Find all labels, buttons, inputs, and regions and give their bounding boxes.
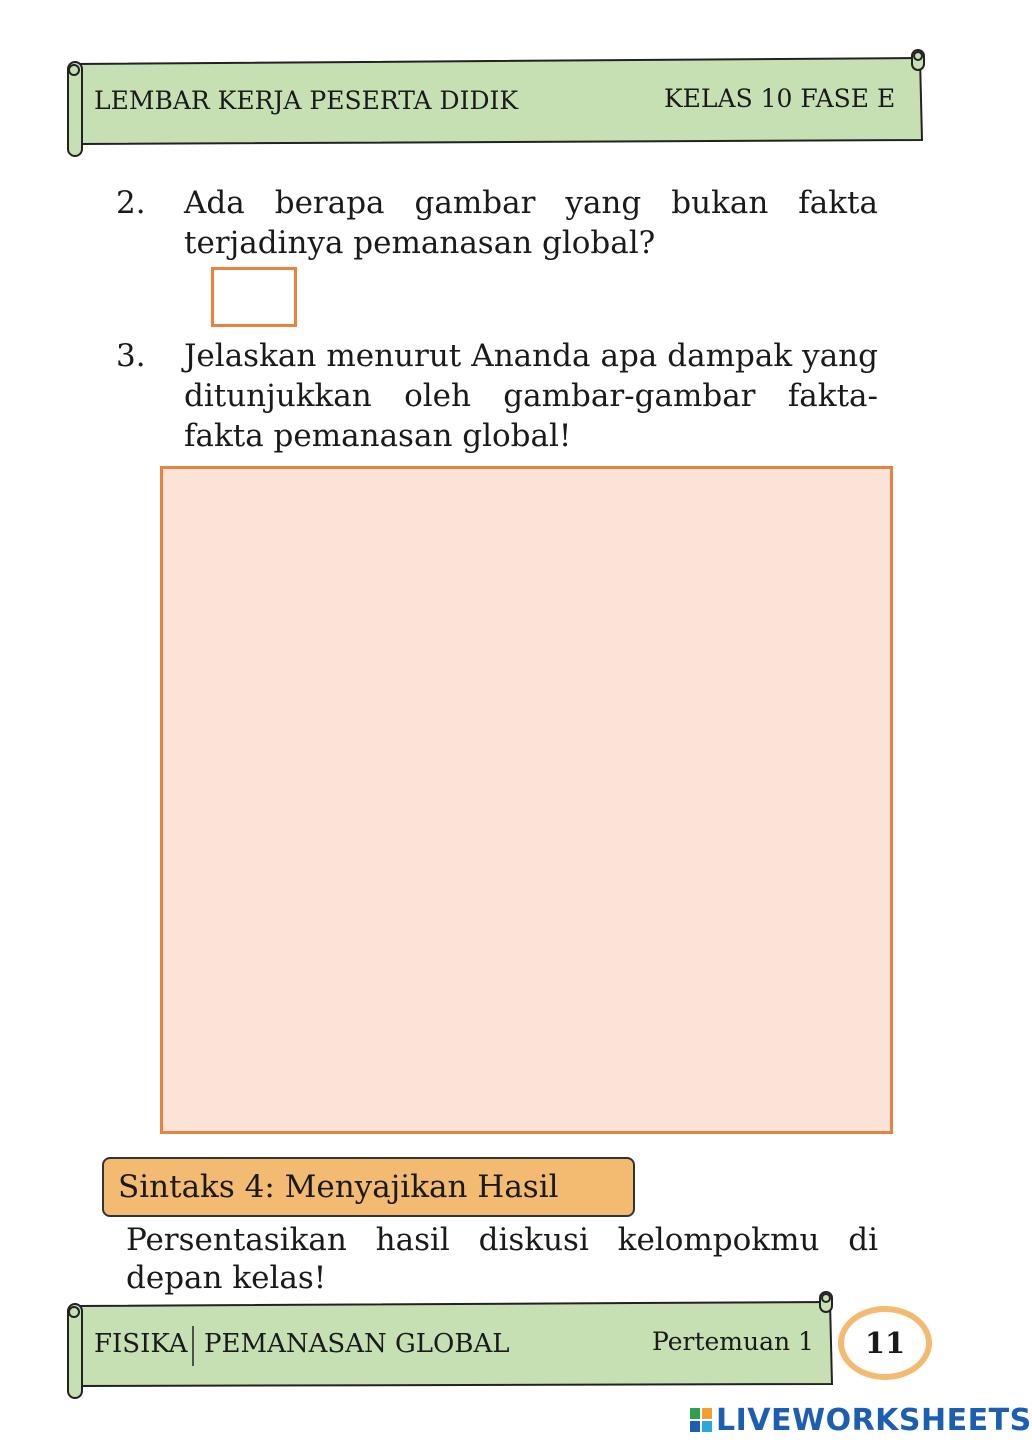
answer-box-question-3[interactable] [160, 466, 893, 1134]
header-left-label: LEMBAR KERJA PESERTA DIDIK [94, 86, 519, 115]
footer-topic: PEMANASAN GLOBAL [204, 1329, 510, 1359]
syntax-instruction: Persentasikan hasil diskusi kelompokmu di depan kelas! [126, 1222, 878, 1296]
liveworksheets-logo [690, 1402, 1032, 1438]
question-2 [116, 183, 878, 263]
question-number: 3. [116, 338, 146, 374]
question-text: Jelaskan menurut Ananda apa dampak yang ditunjukkan oleh gambar-gambar fakta-fakta pemanasan global! [184, 338, 878, 454]
page-number-badge [838, 1306, 932, 1380]
liveworksheets-grid-icon [690, 1408, 712, 1432]
question-number: 2. [116, 185, 146, 221]
liveworksheets-text: LIVEWORKSHEETS [716, 1402, 1032, 1438]
answer-box-question-2[interactable] [211, 267, 297, 327]
footer-meeting: Pertemuan 1 [652, 1327, 814, 1356]
header-right-label: KELAS 10 FASE E [664, 84, 896, 113]
syntax-title-box [102, 1157, 635, 1217]
footer-subject: FISIKA [94, 1329, 188, 1359]
question-text: Ada berapa gambar yang bukan fakta terjadinya pemanasan global? [184, 185, 878, 261]
page-number: 11 [864, 1326, 906, 1360]
syntax-title: Sintaks 4: Menyajikan Hasil [118, 1169, 559, 1205]
question-3 [116, 336, 878, 456]
